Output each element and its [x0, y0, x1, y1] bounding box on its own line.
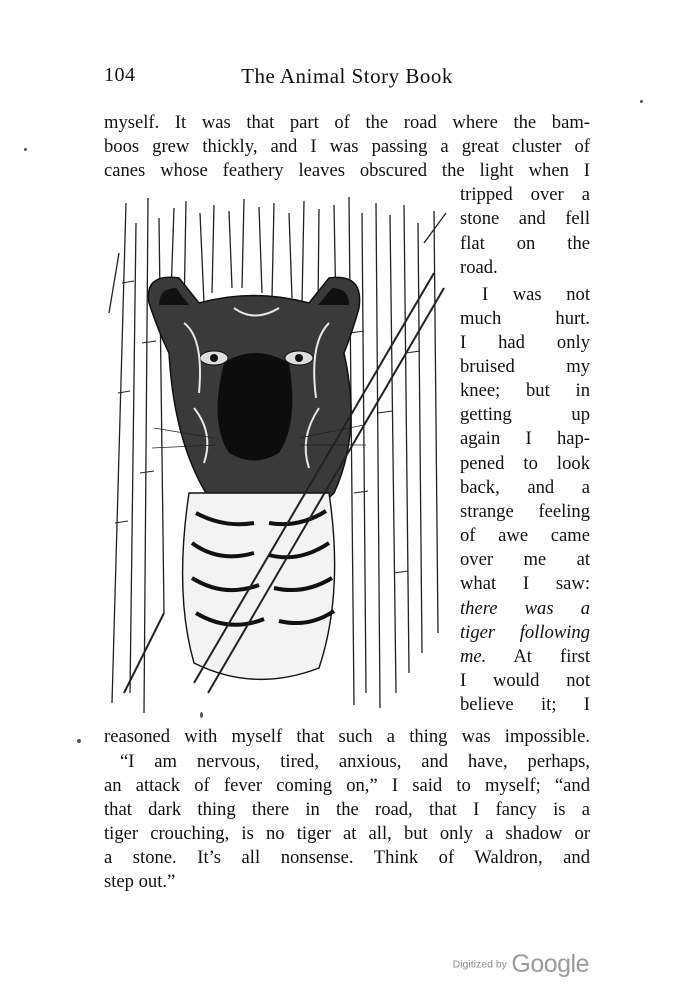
text-line: road. [460, 257, 498, 278]
text-line: canes whose feathery leaves obscured the light when I [104, 160, 590, 181]
text-line: tiger crouching, is no tiger at all, but only a shadow or [104, 823, 590, 844]
text-line [460, 645, 590, 669]
text-line: there was a [460, 598, 590, 619]
text-line: back, and a [460, 477, 590, 498]
text-line: flat on the [460, 233, 590, 254]
text-line: again I hap- [460, 428, 590, 449]
digitized-by-label: Digitized by [452, 958, 507, 971]
text-line: that dark thing there in the road, that I fancy is a [104, 799, 590, 820]
text-line: stone and fell [460, 208, 590, 229]
text-line: I was not [482, 284, 590, 305]
text-line: much hurt. [460, 308, 590, 329]
page-number: 104 [104, 64, 136, 86]
text-line: strange feeling [460, 501, 590, 522]
text-line: of awe came [460, 525, 590, 546]
text-line: tiger following [460, 622, 590, 643]
text-line: getting up [460, 404, 590, 425]
text-line: I had only [460, 332, 590, 353]
text-line: believe it; I [460, 694, 590, 715]
tiger-in-bamboo-drawing [104, 193, 450, 715]
digitized-by-google-watermark [453, 950, 589, 978]
text-line: myself. It was that part of the road where the bam- [104, 112, 590, 133]
text-line: a stone. It’s all nonsense. Think of Waldron, and [104, 847, 590, 868]
text-line: what I saw: [460, 573, 590, 594]
running-title: The Animal Story Book [241, 64, 453, 88]
print-speck [77, 739, 81, 743]
tiger-illustration [104, 193, 450, 715]
text-line: reasoned with myself that such a thing was impossible. [104, 726, 590, 747]
text-line: I would not [460, 670, 590, 691]
text-line: knee; but in [460, 380, 590, 401]
text-line: over me at [460, 549, 590, 570]
text-line: boos grew thickly, and I was passing a great cluster of [104, 136, 590, 157]
running-header [104, 64, 590, 94]
print-speck [640, 100, 643, 103]
text-line: “I am nervous, tired, anxious, and have, perhaps, [120, 751, 590, 772]
print-speck [200, 712, 203, 718]
text-line: an attack of fever coming on,” I said to myself; “and [104, 775, 590, 796]
print-speck [24, 148, 27, 151]
text-line: bruised my [460, 356, 590, 377]
google-logo: Google [511, 950, 589, 978]
text-line: tripped over a [460, 184, 590, 205]
roman-run: At first [486, 646, 590, 667]
text-line: step out.” [104, 871, 176, 892]
italic-run: me. [460, 646, 487, 667]
text-line: pened to look [460, 453, 590, 474]
